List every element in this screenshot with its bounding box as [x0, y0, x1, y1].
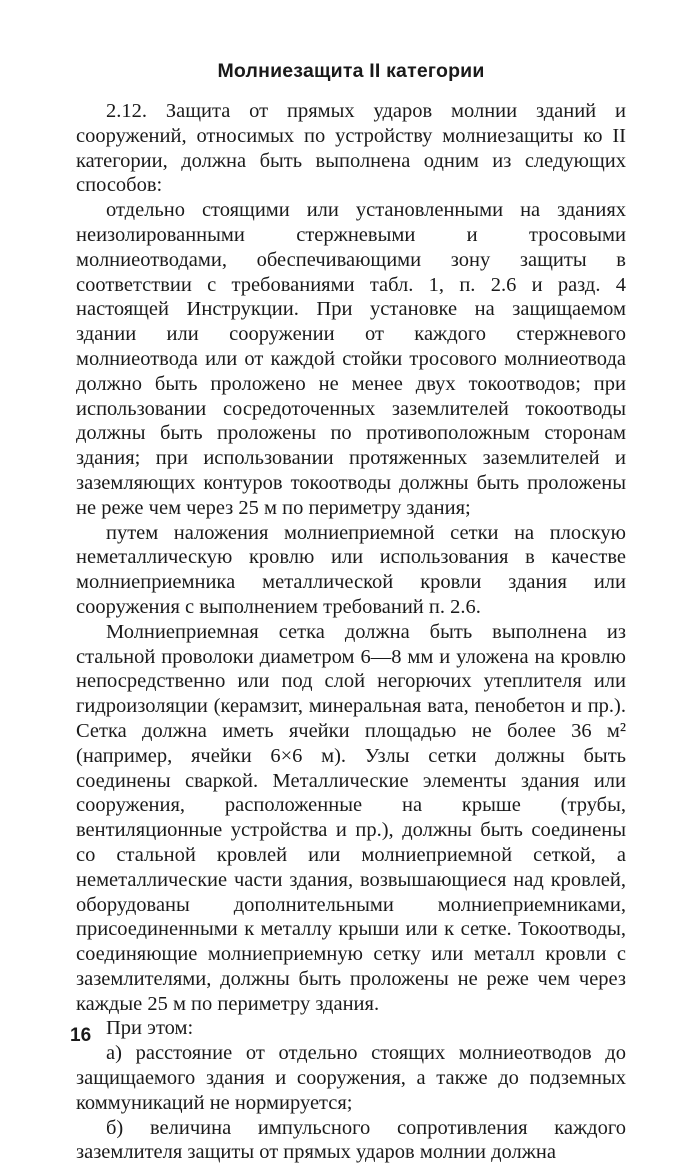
- section-heading: Молниезащита II категории: [217, 60, 485, 82]
- paragraph-conditions-intro: При этом:: [106, 1017, 194, 1040]
- document-page: [76, 60, 626, 1165]
- paragraph-method-1: отдельно стоящими или установленными на зданиях неизолированными стержневыми и тросовыми молниеотводами, обеспечивающими зону защиты в соответствии с требованиями табл. 1, п. 2.6 и разд. 4 настоящей Инструкции. При установке на защищаемом здании или сооружении от каждого стержневого молниеотвода или от каждой стойки тросового молниеотвода должно быть проложено не менее двух токоотводов; при использовании сосредоточенных заземлителей токоотводы должны быть проложены по противоположным сторонам здания; при использовании протяженных заземлителей и заземляющих контуров токоотводы должны быть проложены не реже чем через 25 м по периметру здания;: [76, 199, 626, 519]
- paragraph-condition-a: а) расстояние от отдельно стоящих молниеотводов до защищаемого здания и сооружения, а также до подземных коммуникаций не нормируется;: [76, 1042, 626, 1114]
- paragraph-2-12: 2.12. Защита от прямых ударов молнии зданий и сооружений, относимых по устройству молниезащиты ко II категории, должна быть выполнена одним из следующих способов:: [76, 100, 626, 197]
- paragraph-condition-b: б) величина импульсного сопротивления каждого заземлителя защиты от прямых ударов молнии должна: [76, 1116, 626, 1164]
- paragraph-mesh: Молниеприемная сетка должна быть выполнена из стальной проволоки диаметром 6—8 мм и уложена на кровлю непосредственно или под слой негорючих утеплителя или гидроизоляции (керамзит, минеральная вата, пенобетон и пр.). Сетка должна иметь ячейки площадью не более 36 м² (например, ячейки 6×6 м). Узлы сетки должны быть соединены сваркой. Металлические элементы здания или сооружения, расположенные на крыше (трубы, вентиляционные устройства и пр.), должны быть соединены со стальной кровлей или молниеприемной сеткой, а неметаллические части здания, возвышающиеся над кровлей, оборудованы дополнительными молниеприемниками, присоединенными к металлу крыши или к сетке. Токоотводы, соединяющие молниеприемную сетку или металл кровли с заземлителями, должны быть проложены не реже чем через каждые 25 м по периметру здания.: [76, 620, 626, 1015]
- paragraph-method-2: путем наложения молниеприемной сетки на плоскую неметаллическую кровлю или использования в качестве молниеприемника металлической кровли здания или сооружения с выполнением требований п. 2.6.: [76, 521, 626, 618]
- page-number: 16: [70, 1025, 92, 1046]
